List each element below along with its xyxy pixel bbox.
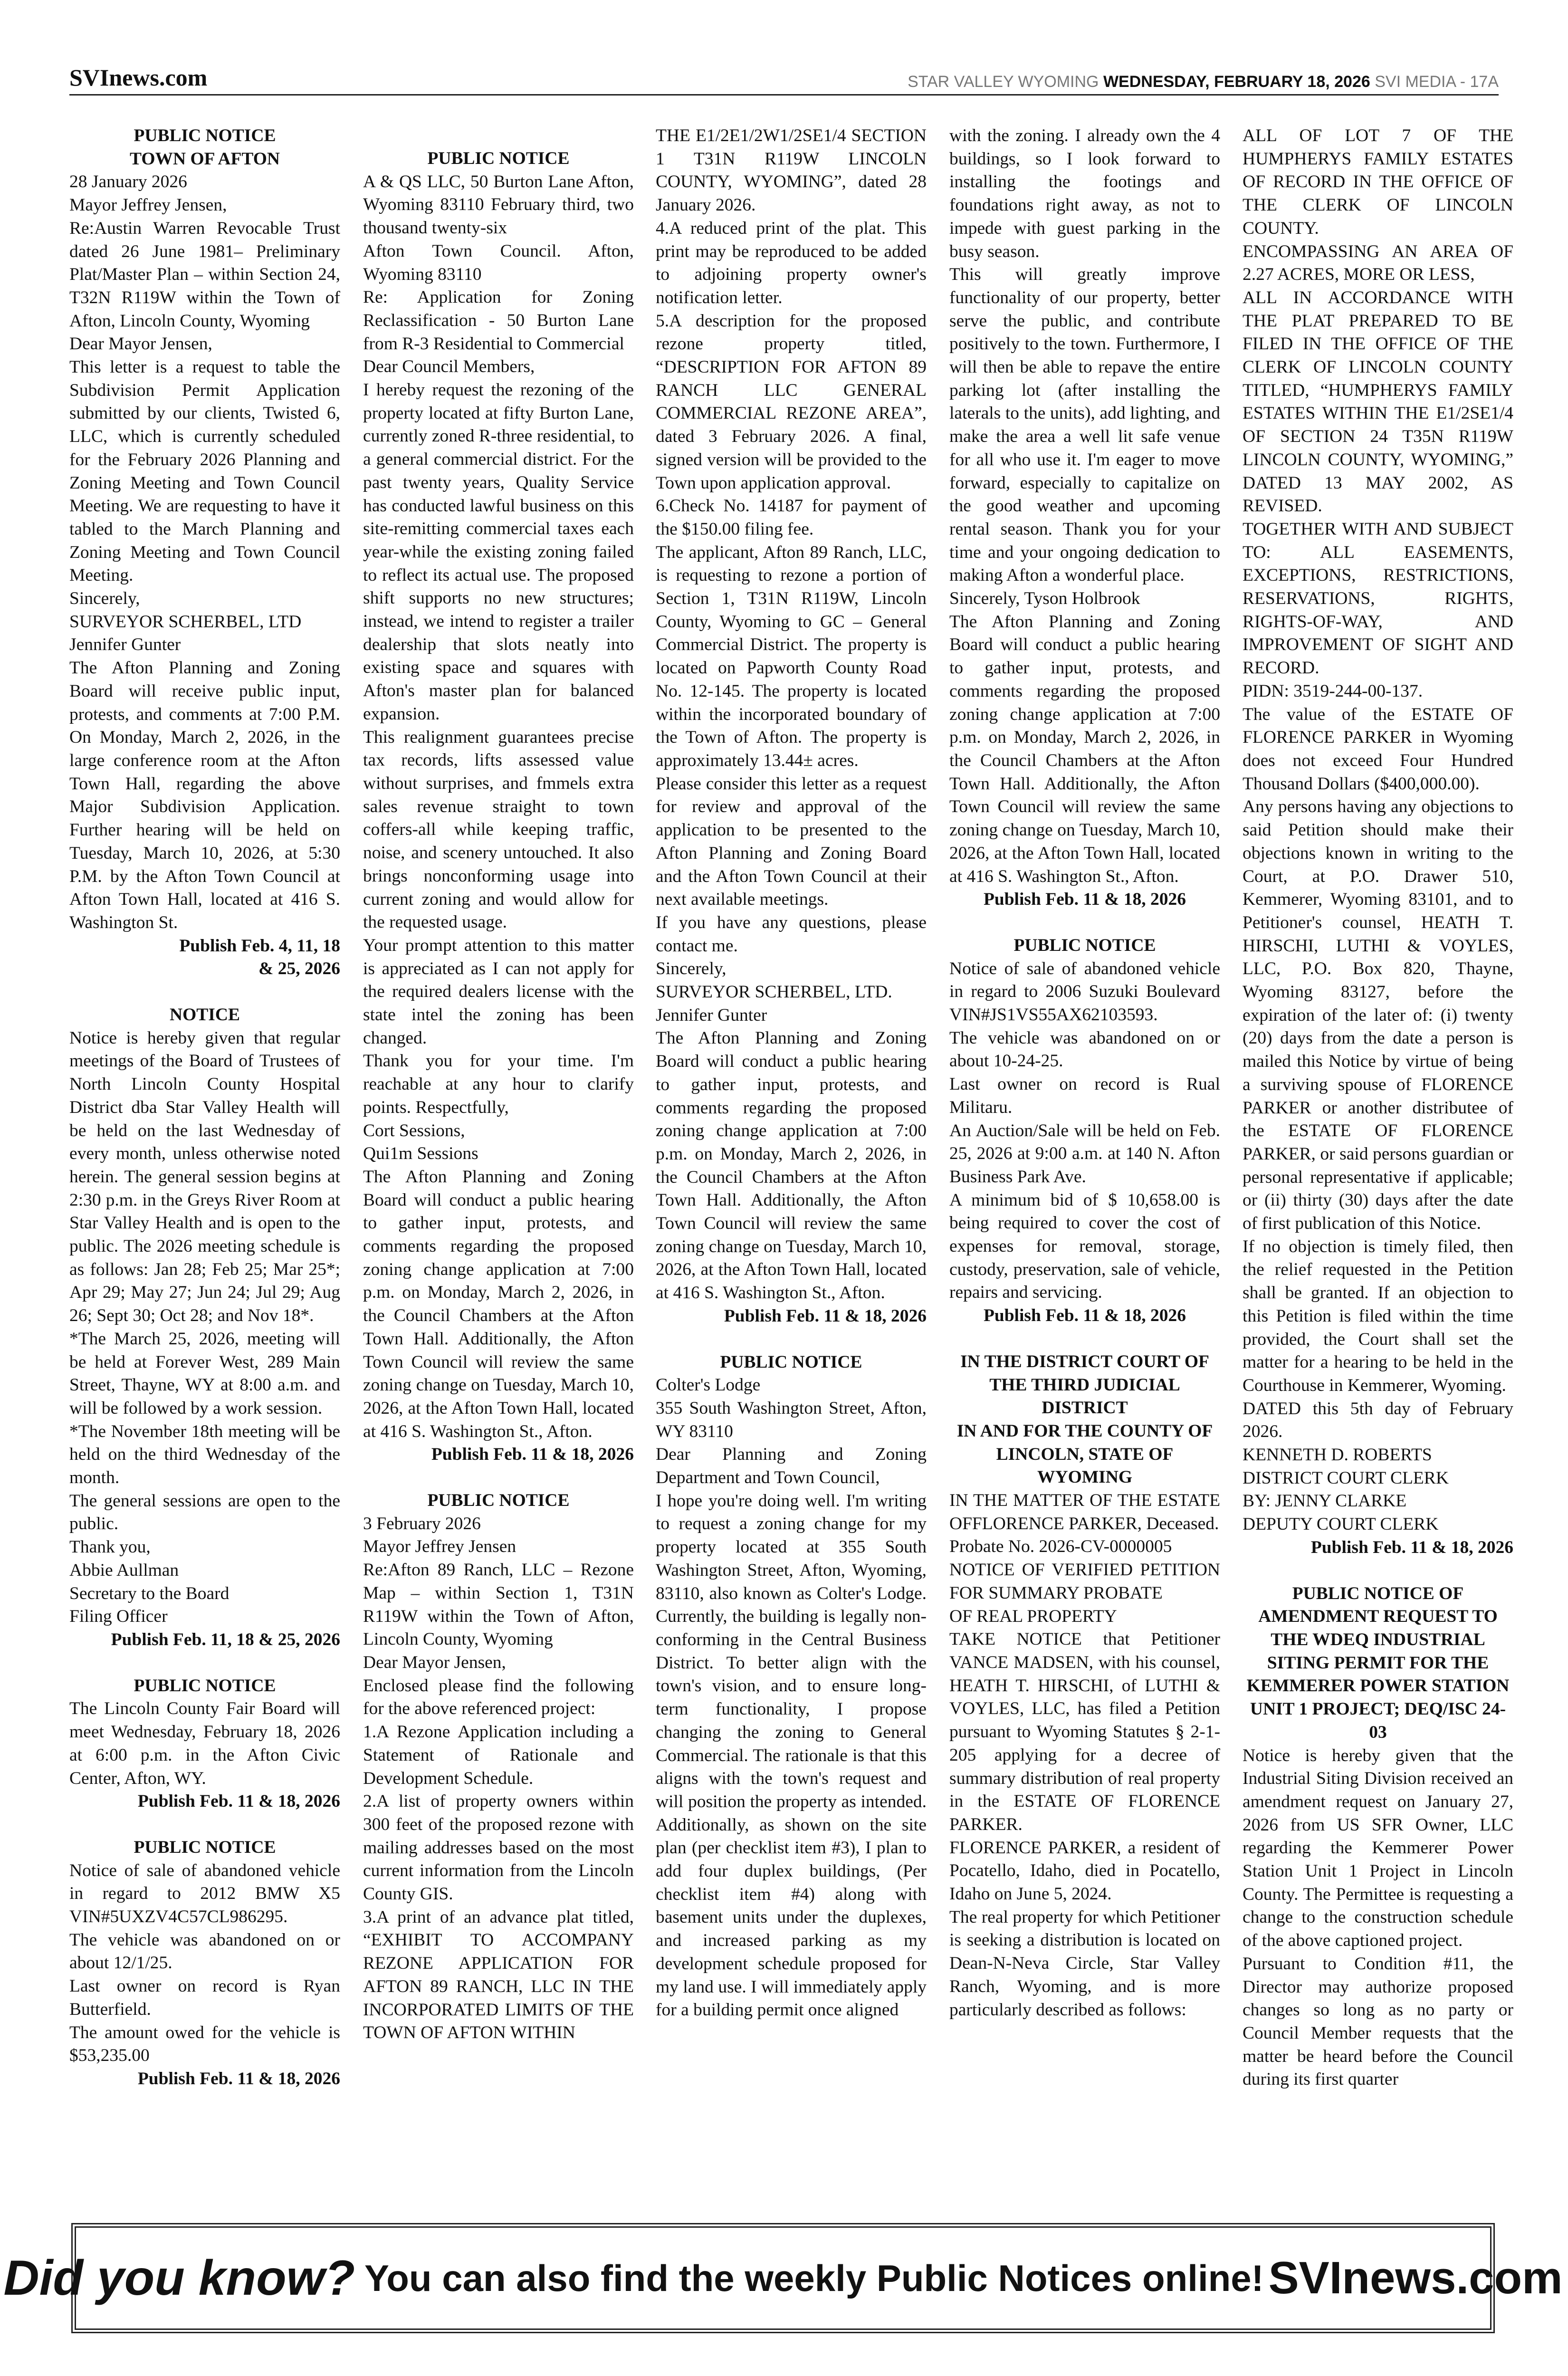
notice-paragraph: THE E1/2E1/2W1/2SE1/4 SECTION 1 T31N R119W LINCOLN COUNTY, WYOMING”, dated 28 January 2026. [656,126,927,215]
publish-line: Publish Feb. 11 & 18, 2026 [724,1306,927,1326]
notice-paragraph: BY: JENNY CLARKE [1243,1491,1407,1511]
notice-heading: PUBLIC NOTICE [134,126,276,145]
spacer [363,1466,634,1489]
notice-paragraph: 1.A Rezone Application including a Statement of Rationale and Development Schedule. [363,1722,634,1788]
spacer [949,1328,1220,1351]
notice-paragraph: The vehicle was abandoned on or about 10-24-25. [949,1028,1220,1071]
notice-paragraph: This letter is a request to table the Subdivision Permit Application submitted by our clients, Twisted 6, LLC, which is currently scheduled for the February 2026 Planning and Zoning Meeting and Town Council Meeting. We are requesting to have it tabled to the March Planning and Zoning Meeting and Town Council Meeting. [69,357,340,585]
notice-paragraph: 4.A reduced print of the plat. This print may be reproduced to be added to adjoining property owner's notification letter. [656,218,927,307]
column-2 [363,125,634,2045]
notice-paragraph: Pursuant to Condition #11, the Director may authorize proposed changes so long as no party or Council Member requests that the matter be heard before the Council during its first quarter [1243,1954,1513,2089]
banner-text: You can also find the weekly Public Notices online! [364,2257,1264,2299]
notice-paragraph: A & QS LLC, 50 Burton Lane Afton, Wyoming 83110 February third, two thousand twenty-six [363,172,634,238]
spacer [656,1328,927,1351]
publish-line: Publish Feb. 11 & 18, 2026 [137,1792,340,1811]
spacer [69,1813,340,1836]
notice-paragraph: The Lincoln County Fair Board will meet Wednesday, February 18, 2026 at 6:00 p.m. in the Afton Civic Center, Afton, WY. [69,1699,340,1788]
notice-paragraph: Re:Austin Warren Revocable Trust dated 26 June 1981– Preliminary Plat/Master Plan – within Section 24, T32N R119W within the Town of Afton, Lincoln County, Wyoming [69,218,340,331]
dateline-page: SVI MEDIA - 17A [1375,73,1499,91]
publish-line: Publish Feb. 11 & 18, 2026 [431,1445,634,1465]
notice-paragraph: 3 February 2026 [363,1514,481,1533]
notice-paragraph: Colter's Lodge [656,1375,761,1395]
notice-paragraph: Notice is hereby given that regular meetings of the Board of Trustees of North Lincoln County Hospital District dba Star Valley Health will be held on the last Wednesday of every month, unless otherwise noted herein. The general session begins at 2:30 p.m. in the Greys River Room at Star Valley Health and is open to the public. The 2026 meeting schedule is as follows: Jan 28; Feb 25; Mar 25*; Apr 29; May 27; Jun 24; Jul 29; Aug 26; Sept 30; Oct 28; and Nov 18*. [69,1028,340,1326]
notice-paragraph: Thank you, [69,1537,151,1557]
notice-heading: IN AND FOR THE COUNTY OF LINCOLN, STATE OF WYOMING [956,1421,1213,1487]
notice-heading: PUBLIC NOTICE OF AMENDMENT REQUEST TO THE WDEQ INDUSTRIAL SITING PERMIT FOR THE KEMMERER POWER STATION UNIT 1 PROJECT; DEQ/ISC 24-03 [1246,1583,1510,1742]
spacer [69,981,340,1004]
spacer [363,125,634,147]
notice-paragraph: 2.A list of property owners within 300 feet of the proposed rezone with mailing addresses based on the most current information from the Lincoln County GIS. [363,1792,634,1904]
publish-line: Publish Feb. 11 & 18, 2026 [983,890,1186,910]
notice-paragraph: Sincerely, [69,589,140,609]
notice-paragraph: The amount owed for the vehicle is $53,235.00 [69,2022,340,2066]
publish-line: Publish Feb. 11 & 18, 2026 [137,2069,340,2089]
column-3 [656,125,927,2022]
notice-heading: PUBLIC NOTICE [134,1676,276,1696]
notice-heading: IN THE DISTRICT COURT OF THE THIRD JUDICIAL DISTRICT [960,1351,1209,1418]
notice-paragraph: *The March 25, 2026, meeting will be held at Forever West, 289 Main Street, Thayne, WY at 8:00 a.m. and will be followed by a work session. [69,1329,340,1418]
notice-paragraph: Any persons having any objections to said Petition should make their objections known in writing to the Court, at P.O. Drawer 510, Kemmerer, Wyoming 83101, and to Petitioner's counsel, HEATH T. HIRSCHI, LUTHI & VOYLES, LLC, P.O. Box 820, Thayne, Wyoming 83127, before the expiration of the later of: (i) twenty (20) days from the date a person is mailed this Notice by virtue of being a surviving spouse of FLORENCE PARKER or another distributee of the ESTATE OF FLORENCE PARKER, or said persons guardian or personal representative if applicable; or (ii) thirty (30) days after the date of first publication of this Notice. [1243,797,1513,1234]
publish-line: Publish Feb. 11 & 18, 2026 [1310,1537,1513,1557]
notice-paragraph: I hereby request the rezoning of the property located at fifty Burton Lane, currently zoned R-three residential, to a general commercial district. For the past twenty years, Quality Service has conducted lawful business on this site-remitting commercial taxes each year-while the existing zoning failed to reflect its actual use. The proposed shift supports no new structures; instead, we intend to register a trailer dealership that slots neatly into existing space and squares with Afton's master plan for balanced expansion. [363,380,634,724]
notice-paragraph: with the zoning. I already own the 4 buildings, so I look forward to installing the footings and foundations right away, as not to impede with guest parking in the busy season. [949,126,1220,261]
notice-paragraph: Dear Planning and Zoning Department and Town Council, [656,1445,927,1488]
notice-heading: NOTICE [170,1005,240,1025]
notice-paragraph: If you have any questions, please contact me. [656,912,927,956]
notice-paragraph: TAKE NOTICE that Petitioner VANCE MADSEN, with his counsel, HEATH T. HIRSCHI, of LUTHI & VOYLES, LLC, has filed a Petition pursuant to Wyoming Statutes § 2-1-205 applying for a decree of summary distribution of real property in the ESTATE OF FLORENCE PARKER. [949,1629,1220,1834]
notice-paragraph: The Afton Planning and Zoning Board will conduct a public hearing to gather input, protests, and comments regarding the proposed zoning change application at 7:00 p.m. on Monday, March 2, 2026, in the Council Chambers at the Afton Town Hall. Additionally, the Afton Town Council will review the same zoning change on Tuesday, March 10, 2026, at the Afton Town Hall, located at 416 S. Washington St., Afton. [949,612,1220,886]
notice-paragraph: Notice of sale of abandoned vehicle in regard to 2012 BMW X5 VIN#5UXZV4C57CL986295. [69,1860,340,1927]
notice-paragraph: OF REAL PROPERTY [949,1606,1117,1626]
dateline [908,73,1499,91]
notice-paragraph: Jennifer Gunter [69,635,181,655]
notice-paragraph: Thank you for your time. I'm reachable at any hour to clarify points. Respectfully, [363,1051,634,1117]
notice-paragraph: Filing Officer [69,1607,168,1627]
publish-line: Publish Feb. 11, 18 & 25, 2026 [111,1630,340,1649]
notice-paragraph: ENCOMPASSING AN AREA OF 2.27 ACRES, MORE OR LESS, [1243,241,1513,285]
notice-heading: PUBLIC NOTICE [134,1837,276,1857]
notice-paragraph: Notice of sale of abandoned vehicle in regard to 2006 Suzuki Boulevard VIN#JS1VS55AX62103593. [949,958,1220,1025]
dateline-location: STAR VALLEY WYOMING [908,73,1099,91]
column-1 [69,125,340,2091]
notice-paragraph: The value of the ESTATE OF FLORENCE PARKER in Wyoming does not exceed Four Hundred Thousand Dollars ($400,000.00). [1243,704,1513,794]
notice-paragraph: 28 January 2026 [69,172,187,192]
notice-paragraph: Last owner on record is Ryan Butterfield. [69,1976,340,2019]
notice-paragraph: The applicant, Afton 89 Ranch, LLC, is requesting to rezone a portion of Section 1, T31N R119W, Lincoln County, Wyoming to GC – General Commercial District. The property is located on Papworth County Road No. 12-145. The property is located within the incorporated boundary of the Town of Afton. The property is approximately 13.44± acres. [656,542,927,770]
notice-paragraph: The general sessions are open to the public. [69,1491,340,1534]
notice-paragraph: Enclosed please find the following for the above referenced project: [363,1676,634,1719]
site-name: SVInews.com [69,64,208,91]
notice-paragraph: Your prompt attention to this matter is appreciated as I can not apply for the required dealers license with the state intel the zoning has been changed. [363,935,634,1048]
promo-banner [3,2223,1563,2333]
notice-paragraph: SURVEYOR SCHERBEL, LTD. [656,982,892,1002]
column-5 [1243,125,1513,2091]
notice-paragraph: This realignment guarantees precise tax records, lifts assessed value without surprises, and fmmels extra sales revenue straight to town coffers-all while keeping traffic, noise, and scenery untouched. It also brings nonconforming usage into current zoning and would allow for the requested usage. [363,727,634,932]
spacer [1243,1560,1513,1582]
notice-paragraph: *The November 18th meeting will be held on the third Wednesday of the month. [69,1421,340,1488]
notice-paragraph: TOGETHER WITH AND SUBJECT TO: ALL EASEMENTS, EXCEPTIONS, RESTRICTIONS, RESERVATIONS, RIGHTS, RIGHTS-OF-WAY, AND IMPROVEMENT OF SIGHT AND RECORD. [1243,519,1513,678]
notice-paragraph: Jennifer Gunter [656,1005,767,1025]
notice-paragraph: Cort Sessions, [363,1121,465,1140]
notice-heading: PUBLIC NOTICE [427,1491,570,1511]
notice-paragraph: ALL OF LOT 7 OF THE HUMPHERYS FAMILY ESTATES OF RECORD IN THE OFFICE OF THE CLERK OF LINCOLN COUNTY. [1243,126,1513,238]
notice-paragraph: 3.A print of an advance plat titled, “EXHIBIT TO ACCOMPANY REZONE APPLICATION FOR AFTON 89 RANCH, LLC IN THE INCORPORATED LIMITS OF THE TOWN OF AFTON WITHIN [363,1907,634,2043]
notice-paragraph: FLORENCE PARKER, a resident of Pocatello, Idaho, died in Pocatello, Idaho on June 5, 2024. [949,1838,1220,1904]
notice-paragraph: ALL IN ACCORDANCE WITH THE PLAT PREPARED TO BE FILED IN THE OFFICE OF THE CLERK OF LINCOLN COUNTY TITLED, “HUMPHERYS FAMILY ESTATES WITHIN THE E1/2SE1/4 OF SECTION 24 T35N R119W LINCOLN COUNTY, WYOMING,” DATED 13 MAY 2002, AS REVISED. [1243,287,1513,516]
banner-lead: Did you know? [3,2250,355,2306]
notice-heading: PUBLIC NOTICE [720,1352,862,1372]
notice-paragraph: KENNETH D. ROBERTS [1243,1445,1432,1465]
notice-paragraph: Dear Council Members, [363,357,535,377]
notice-paragraph: PIDN: 3519-244-00-137. [1243,681,1423,701]
notice-paragraph: If no objection is timely filed, then the relief requested in the Petition shall be granted. If an objection to this Petition is filed within the time provided, the Court shall set the matter for a hearing to be held in the Courthouse in Kemmerer, Wyoming. [1243,1236,1513,1395]
notice-paragraph: NOTICE OF VERIFIED PETITION FOR SUMMARY PROBATE [949,1560,1220,1603]
notice-paragraph: The vehicle was abandoned on or about 12/1/25. [69,1930,340,1973]
spacer [69,1652,340,1675]
notice-paragraph: A minimum bid of $ 10,658.00 is being required to cover the cost of expenses for removal, storage, custody, preservation, sale of vehicle, repairs and servicing. [949,1190,1220,1303]
notice-paragraph: Afton Town Council. Afton, Wyoming 83110 [363,241,634,284]
notice-paragraph: This will greatly improve functionality of our property, better serve the public, and contribute positively to the town. Furthermore, I will then be able to repave the entire parking lot (after installing the laterals to the units), add lighting, and make the area a well lit safe venue for all who use it. I'm eager to move forward, especially to capitalize on the good weather and upcoming rental season. Thank you for your time and your ongoing dedication to making Afton a wonderful place. [949,265,1220,585]
notice-paragraph: Re: Application for Zoning Reclassification - 50 Burton Lane from R-3 Residential to Commercial [363,287,634,354]
notice-heading: PUBLIC NOTICE [427,149,570,168]
banner-url[interactable]: SVInews.com [1268,2252,1563,2303]
notice-paragraph: Dear Mayor Jensen, [363,1653,506,1672]
publish-line: & 25, 2026 [258,959,340,979]
notice-paragraph: Qui1m Sessions [363,1144,478,1164]
notice-paragraph: Secretary to the Board [69,1583,229,1603]
notice-paragraph: Last owner on record is Rual Militaru. [949,1074,1220,1117]
notice-paragraph: Probate No. 2026-CV-0000005 [949,1537,1172,1557]
notice-paragraph: Mayor Jeffrey Jensen, [69,195,227,215]
publish-line: Publish Feb. 11 & 18, 2026 [983,1306,1186,1326]
notice-paragraph: 355 South Washington Street, Afton, WY 83110 [656,1398,927,1441]
notice-paragraph: Abbie Aullman [69,1560,179,1580]
notice-heading: TOWN OF AFTON [129,149,280,169]
spacer [949,911,1220,934]
notice-heading: PUBLIC NOTICE [1013,935,1156,955]
notice-paragraph: The Afton Planning and Zoning Board will receive public input, protests, and comments at 7:00 P.M. On Monday, March 2, 2026, in the large conference room at the Afton Town Hall, regarding the above Major Subdivision Application. Further hearing will be held on Tuesday, March 10, 2026, at 5:30 P.M. by the Afton Town Council at Afton Town Hall, located at 416 S. Washington St. [69,658,340,932]
notice-paragraph: SURVEYOR SCHERBEL, LTD [69,612,302,632]
notice-paragraph: DISTRICT COURT CLERK [1243,1468,1449,1488]
notice-paragraph: Dear Mayor Jensen, [69,334,212,354]
notice-paragraph: DEPUTY COURT CLERK [1243,1514,1439,1534]
notice-paragraph: DATED this 5th day of February 2026. [1243,1399,1513,1442]
publish-line: Publish Feb. 4, 11, 18 [179,936,340,956]
masthead [69,65,1499,96]
notice-paragraph: The Afton Planning and Zoning Board will conduct a public hearing to gather input, protests, and comments regarding the proposed zoning change application at 7:00 p.m. on Monday, March 2, 2026, in the Council Chambers at the Afton Town Hall. Additionally, the Afton Town Council will review the same zoning change on Tuesday, March 10, 2026, at the Afton Town Hall, located at 416 S. Washington St., Afton. [363,1167,634,1441]
notice-paragraph: The real property for which Petitioner is seeking a distribution is located on Dean-N-Neva Circle, Star Valley Ranch, Wyoming, and is more particularly described as follows: [949,1907,1220,2020]
notice-paragraph: The Afton Planning and Zoning Board will conduct a public hearing to gather input, protests, and comments regarding the proposed zoning change application at 7:00 p.m. on Monday, March 2, 2026, in the Council Chambers at the Afton Town Hall. Additionally, the Afton Town Council will review the same zoning change on Tuesday, March 10, 2026, at the Afton Town Hall, located at 416 S. Washington St., Afton. [656,1028,927,1303]
dateline-date: WEDNESDAY, FEBRUARY 18, 2026 [1103,73,1370,91]
column-4 [949,125,1220,2022]
notice-paragraph: Notice is hereby given that the Industrial Siting Division received an amendment request on January 27, 2026 from US SFR Owner, LLC regarding the Kemmerer Power Station Unit 1 Project in Lincoln County. The Permittee is requesting a change to the construction schedule of the above captioned project. [1243,1745,1513,1951]
notice-paragraph: Sincerely, [656,959,727,979]
notice-paragraph: Please consider this letter as a request for review and approval of the application to be presented to the Afton Planning and Zoning Board and the Afton Town Council at their next available meetings. [656,774,927,910]
notice-paragraph: Re:Afton 89 Ranch, LLC – Rezone Map – within Section 1, T31N R119W within the Town of Afton, Lincoln County, Wyoming [363,1560,634,1649]
notice-paragraph: Sincerely, Tyson Holbrook [949,589,1140,609]
notice-paragraph: 6.Check No. 14187 for payment of the $150.00 filing fee. [656,496,927,539]
notice-paragraph: Mayor Jeffrey Jensen [363,1537,516,1557]
notice-paragraph: I hope you're doing well. I'm writing to request a zoning change for my property located at 355 South Washington Street, Afton, Wyoming, 83110, also known as Colter's Lodge. Currently, the building is legally non-conforming in the Central Business District. To better align with the town's vision, and to ensure long-term functionality, I propose changing the zoning to General Commercial. The rationale is that this aligns with the town's request and will position the property as intended. Additionally, as shown on the site plan (per checklist item #3), I plan to add four duplex buildings, (Per checklist item #4) along with basement units under the duplexes, and increased parking as my development schedule proposed for my land use. I will immediately apply for a building permit once aligned [656,1491,927,2020]
notice-paragraph: IN THE MATTER OF THE ESTATE OFFLORENCE PARKER, Deceased. [949,1491,1220,1533]
notice-paragraph: An Auction/Sale will be held on Feb. 25, 2026 at 9:00 a.m. at 140 N. Afton Business Park Ave. [949,1121,1220,1187]
notice-paragraph: 5.A description for the proposed rezone property titled, “DESCRIPTION FOR AFTON 89 RANCH LLC GENERAL COMMERCIAL REZONE AREA”, dated 3 February 2026. A final, signed version will be provided to the Town upon application approval. [656,311,927,493]
